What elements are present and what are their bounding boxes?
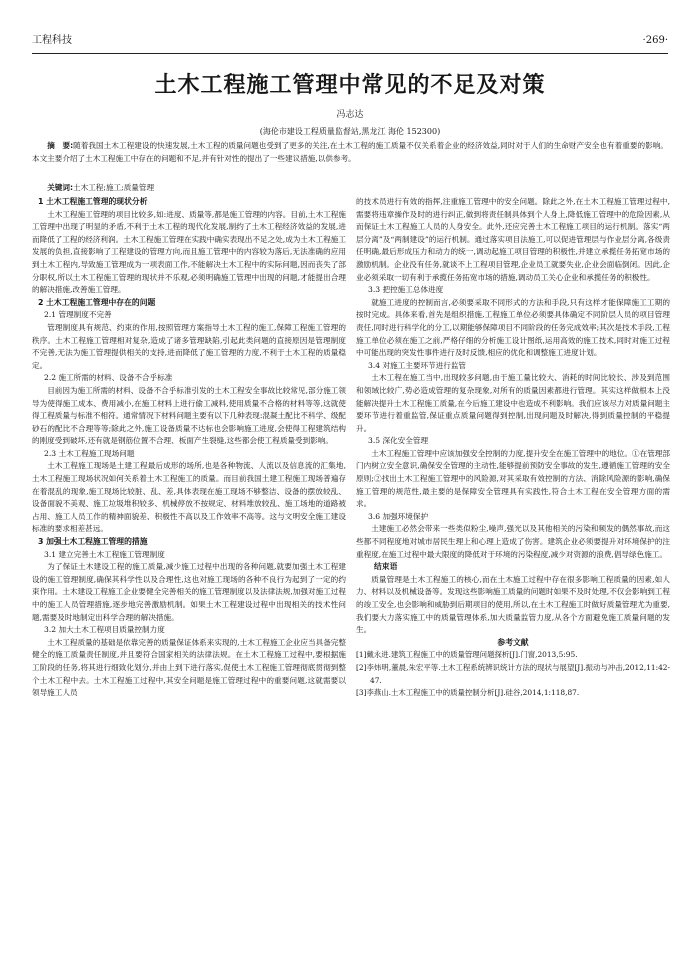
body-paragraph: 就施工进度的控制而言,必须要采取不同形式的方法和手段,只有这样才能保障施工工期的按时完成。具体来看,首先是组织措施,工程施工单位必须要具体确定不同阶层人员的项目管理责任,同时进行科学化的分工,以期能够保障项目不同阶段的任务完成效率;其次是技术手段,工程施工单位必须在施工之前,严格仔细的分析施工设计图纸,运用高效的施工技术,同时对施工过程中可能出现的突发性事件进行及时反馈,相应的优化和调整施工进度计划。 — [356, 297, 670, 358]
article-title: 土木工程施工管理中常见的不足及对策 — [154, 72, 546, 98]
keywords-text: 土木工程;施工;质量管理 — [73, 183, 155, 192]
subsection-heading: 3.1 建立完善土木工程施工管理制度 — [44, 549, 165, 559]
body-paragraph: 目前因为施工所需的材料、设备不合乎标准引发的土木工程安全事故比较常见,部分施工领导为使得施工成本、费用减小,在施工材料上进行偷工减料,使用质量不合格的材料等等,这就使得工程质量与标准不相符。通常情况下材料问题主要有以下几种表现:混凝土配比不科学、级配砂石的配比不合理等等;除此之外,施工设备质量不达标也会影响施工进度,会使得工程建筑结构的刚度受到破坏,还有就是钢筋位置不合理、板面产生裂缝,这些都会使工程质量受到影响。 — [32, 385, 346, 446]
body-paragraph: 土木工程在施工当中,出现较多问题,由于施工量比较大、消耗的时间比较长、涉及到范围和领域比较广,势必造成管理的复杂现象,对所有的质量因素都进行管理。其实这样做根本上没能解决提升土木工程施工质量,在今后施工建设中也造成不利影响。我们应该尽力对质量问题主要环节进行着重监管,保证重点质量问题得到控制,出现问题及时解决,得到质量控制的平稳提升。 — [356, 373, 670, 433]
body-paragraph: 土木工程质量的基础是依靠完善的质量保证体系来实现的,土木工程施工企业应当具备完整健全的施工质量责任制度,并且要符合国家相关的法律法规。在土木工程施工过程中,要根据施工阶段的任务,将其进行细致化划分,并由上到下进行落实,促使土木工程施工管理彻底贯彻到整个土木工程中去。土木工程施工过程中,其安全问题是施工管理过程中的重要问题,这就需要以领导施工人员 — [32, 637, 346, 698]
page-number: ·269· — [642, 35, 668, 46]
header-rule — [32, 53, 668, 54]
body-paragraph: 土木工程施工管理的项目比较多,如:进度、质量等,都是施工管理的内容。目前,土木工程施工管理中出现了明显的矛盾,不利于土木工程的现代化发展,制约了土木工程经济效益的发展,进而降低了工程的经济利润。土木工程施工管理在实践中确实表现出不足之处,成为土木工程施工发展的负担,直接影响了工程建设的管理方向,而且施工管理中的内容较为落后,无法准确的应用到土木工程内,导致施工管理成为一项表面工作,不能解决土木工程中的实际问题,因而丧失了部分职权,所以土木工程施工管理的现状并不乐观,必须明确施工管理中出现的问题,才能提出合理的解决措施,改善施工管理。 — [32, 209, 346, 295]
running-head — [32, 34, 668, 50]
reference-item: [1]戴永进.建筑工程施工中的质量管理问题探析[J].门窗,2013,5:95. — [356, 650, 578, 660]
body-paragraph: 土木工程施工管理中应该加强安全控制的力度,提升安全在施工管理中的地位。①在管理部门内树立安全意识,确保安全管理的主动性,能够提前预防安全事故的发生,遵循施工管理的安全原则;②找出土木工程施工管理中的风险源,对其采取有效控制的方法、消除风险源的影响,确保施工管理的规范性,最主要的是保障安全管理具有实践性,符合土木工程在安全管理方面的需求。 — [356, 448, 670, 509]
subsection-heading: 2.3 土木工程施工现场问题 — [44, 448, 135, 458]
subsection-heading: 2.2 施工所需的材料、设备不合乎标准 — [44, 373, 173, 383]
subsection-heading: 3.2 加大土木工程项目质量控制力度 — [44, 625, 165, 635]
body-paragraph: 土建施工必然会带来一些类似粉尘,噪声,强光以及其他相关的污染和频发的偶然事故,而这些都不同程度地对城市居民生理上和心理上造成了伤害。建筑企业必须要提升对环境保护的注重程度,在施工过程中最大限度的降低对于环境的污染程度,减少对资源的浪费,倡导绿色施工。 — [356, 524, 670, 559]
body-paragraph: 的技术员进行有效的指挥,注重施工管理中的安全问题。除此之外,在土木工程施工管理过程中,需要将违章操作及时的进行纠正,做到将责任制具体到个人身上,降低施工管理中的危险因素,从而保证土木工程施工人员的人身安全。此外,还应完善土木工程施工项目的运行机制。落实“两层分离”及“两制建设”的运行机制。通过落实项目法施工,可以促进管理层与作业层分离,各级责任明确,最后形成压力和动力的统一,调动起施工项目管理的积极性,并建立承揽任务拓宽市场的激励机制。企业没有任务,就谈不上工程项目管理,企业员工就要失业,企业会面临倒闭。因此,企业必须采取一切有利于承揽任务拓宽市场的措施,调动员工关心企业和承揽任务的积极性。 — [356, 197, 670, 282]
section-heading: 3 加强土木工程施工管理的措施 — [38, 537, 148, 547]
body-paragraph: 土木工程施工现场是土建工程最后成形的场所,也是各种物流、人流以及信息流的汇集地,土木工程施工现场状况如何关系着土木工程施工的质量。而目前我国土建工程施工现场普遍存在着混乱的现象,施工现场比较脏、乱、差,具体表现在施工现场不够整洁、设备的摆放较乱、设备面貌不美观、施工垃圾堆积较多、机械停放不按规定、材料堆放较乱、施工场地的道路被占用、施工人员工作的精神面貌差、积极性不高以及工作效率不高等。这与文明安全施工建设标准的要求相差甚远。 — [32, 461, 346, 534]
abstract — [32, 140, 668, 166]
subsection-heading: 3.5 深化安全管理 — [368, 436, 429, 446]
author-name: 冯志达 — [336, 110, 364, 120]
abstract-label: 摘 要: — [47, 141, 74, 150]
body-column-right — [356, 196, 670, 936]
body-paragraph: 管理制度具有规范、约束的作用,按照管理方案指导土木工程的施工,保障工程施工管理的秩序。土木工程施工管理相对复杂,造成了诸多管理缺陷,引起此类问题的直接原因是管理制度不完善,无法为施工管理提供相关的支持,进而降低了施工管理的力度,不利于土木工程的质量稳定。 — [32, 322, 346, 370]
reference-item: [3]李燕山.土木工程施工中的质量控制分析[J].硅谷,2014,1:118,87. — [356, 688, 580, 698]
journal-section-label: 工程科技 — [32, 35, 72, 46]
section-heading: 2 土木工程施工管理中存在的问题 — [38, 297, 156, 307]
reference-item: [2]李炜明,董晨,朱宏平等.土木工程系统辨识统计方法的现状与展望[J].振动与冲击,2012,11:42-47. — [356, 662, 670, 685]
block-heading: 结束语 — [374, 562, 398, 572]
body-column-left — [32, 196, 346, 936]
subsection-heading: 3.6 加强环境保护 — [368, 511, 429, 521]
author-affiliation: (海伦市建设工程质量监督站,黑龙江 海伦 152300) — [259, 127, 441, 136]
body-paragraph: 质量管理是土木工程施工的核心,而在土木施工过程中存在很多影响工程质量的因素,如人力、材料以及机械设备等。发现这些影响施工质量的问题时如果不及时处理,不仅会影响到工程的竣工安全,也会影响和威胁到后期项目的使用,所以,在土木工程施工时做好质量管理尤为重要,我们要大力落实施工中的质量管理体系,加大质量监管力度,从各个方面避免施工质量问题的发生。 — [356, 574, 670, 635]
abstract-text: 随着我国土木工程建设的快速发展,土木工程的质量问题也受到了更多的关注,在土木工程的施工质量不仅关系着企业的经济效益,同时对于人们的生命财产安全也有着重要的影响。本文主要介绍了土木工程施工中存在的问题和不足,并有针对性的提出了一些建议措施,以供参考。 — [32, 141, 668, 163]
keywords — [32, 182, 668, 194]
section-heading: 1 土木工程施工管理的现状分析 — [38, 197, 148, 206]
subsection-heading: 2.1 管理制度不完善 — [44, 310, 112, 320]
subsection-heading: 3.4 对施工主要环节进行监管 — [368, 360, 467, 370]
block-heading: 参考文献 — [497, 637, 529, 647]
body-paragraph: 为了保证土木建设工程的施工质量,减少施工过程中出现的各种问题,就要加强土木工程建设的施工管理制度,确保其科学性以及合理性,这也对施工现场的各种不良行为起到了一定的约束作用。土木建设工程施工企业要健全完善相关的施工管理制度以及法律法规,加强对施工过程中的施工人员管理措施,逐步地完善激励机制。如果土木工程建设过程中出现相关的技术性问题,需要及时地制定出科学合理的解决措施。 — [32, 562, 346, 622]
subsection-heading: 3.3 把控施工总体进度 — [368, 285, 444, 295]
keywords-label: 关键词: — [47, 183, 74, 192]
